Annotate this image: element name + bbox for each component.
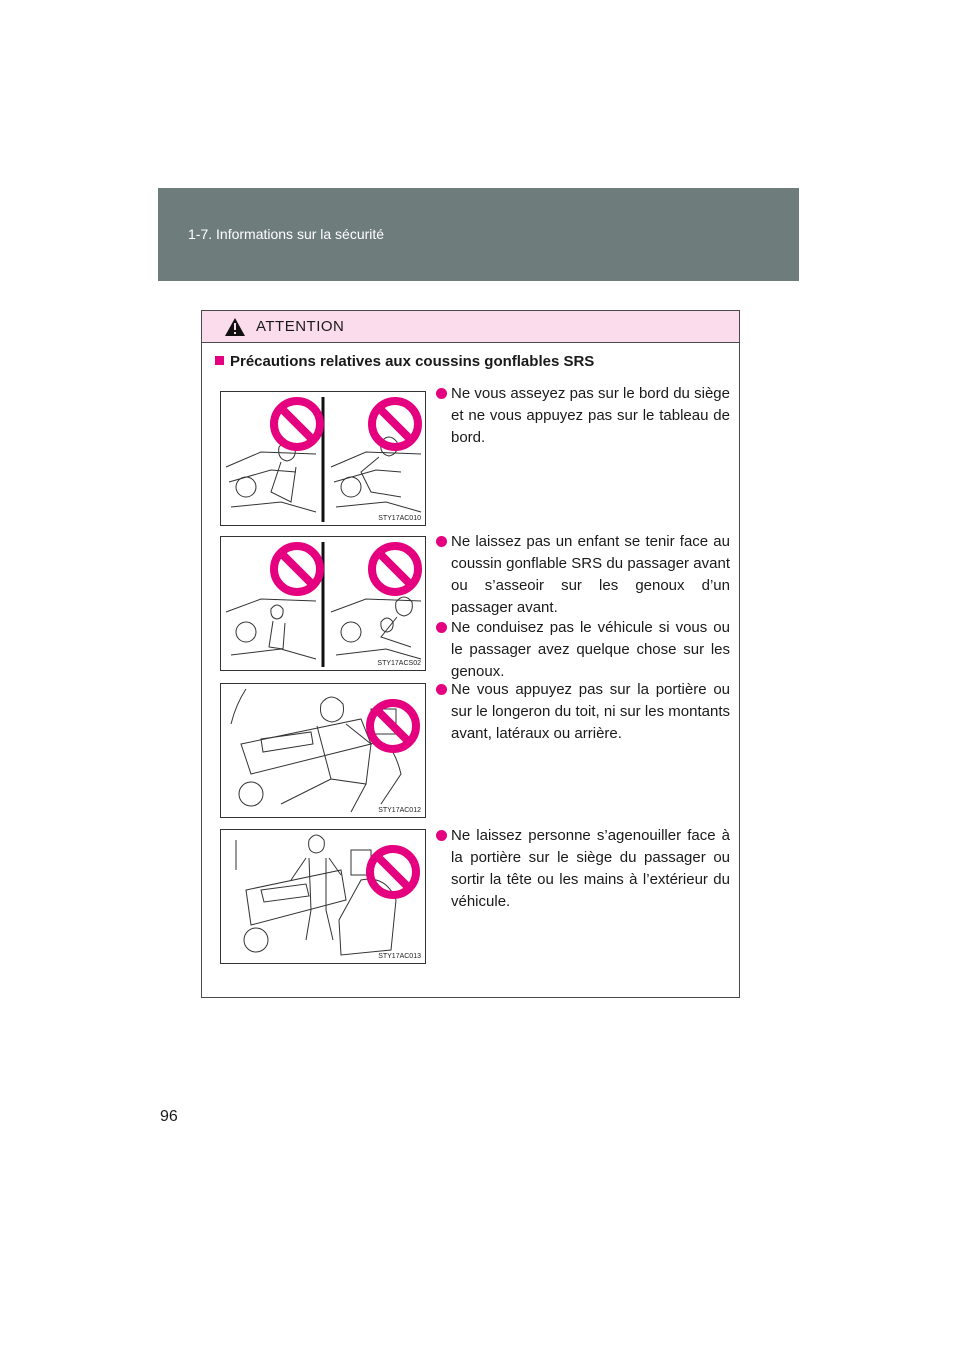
bullet-dot-icon — [436, 830, 447, 841]
figure-code: STY17AC012 — [378, 807, 421, 814]
figure-child-passenger — [220, 536, 426, 671]
attention-header — [202, 311, 739, 343]
bullet-item — [436, 383, 730, 449]
bullet-text: Ne conduisez pas le véhicule si vous ou le passager avez quelque chose sur les genoux. — [451, 619, 730, 680]
prohibition-icon — [274, 401, 320, 447]
bullet-dot-icon — [436, 388, 447, 399]
illustration — [221, 830, 425, 963]
figure-leaning-door — [220, 683, 426, 818]
prohibition-icon — [370, 703, 416, 749]
section-header-band — [158, 188, 799, 281]
bullet-text: Ne vous appuyez pas sur la portière ou sur le longeron du toit, ni sur les montants avant, latéraux ou arrière. — [451, 681, 730, 742]
figure-code: STY17ACS02 — [377, 660, 421, 667]
bullet-text: Ne laissez personne s’agenouiller face à la portière sur le siège du passager ou sortir la tête ou les mains à l’extérieur du véhicule. — [451, 827, 730, 910]
prohibition-icon — [370, 849, 416, 895]
bullet-dot-icon — [436, 622, 447, 633]
bullet-text: Ne laissez pas un enfant se tenir face au coussin gonflable SRS du passager avant ou s’asseoir sur les genoux d’un passager avant. — [451, 533, 730, 616]
attention-label: ATTENTION — [256, 318, 345, 335]
prohibition-icon — [372, 546, 418, 592]
illustration — [221, 392, 425, 525]
subheading-text: Précautions relatives aux coussins gonflables SRS — [230, 353, 595, 370]
prohibition-icon — [274, 546, 320, 592]
attention-box — [201, 310, 740, 998]
figure-kneeling — [220, 829, 426, 964]
bullet-text: Ne vous asseyez pas sur le bord du siège et ne vous appuyez pas sur le tableau de bord. — [451, 385, 730, 446]
figure-code: STY17AC010 — [378, 515, 421, 522]
square-bullet-icon — [215, 356, 224, 365]
figure-code: STY17AC013 — [378, 953, 421, 960]
bullet-item — [436, 617, 730, 683]
section-title: 1-7. Informations sur la sécurité — [188, 226, 385, 242]
figure-edge-of-seat — [220, 391, 426, 526]
bullet-item — [436, 531, 730, 619]
warning-triangle-icon — [224, 317, 246, 337]
bullet-dot-icon — [436, 536, 447, 547]
page-number: 96 — [160, 1108, 178, 1125]
bullet-item — [436, 825, 730, 913]
subheading — [215, 353, 594, 370]
bullet-item — [436, 679, 730, 745]
illustration — [221, 537, 425, 670]
illustration — [221, 684, 425, 817]
bullet-dot-icon — [436, 684, 447, 695]
